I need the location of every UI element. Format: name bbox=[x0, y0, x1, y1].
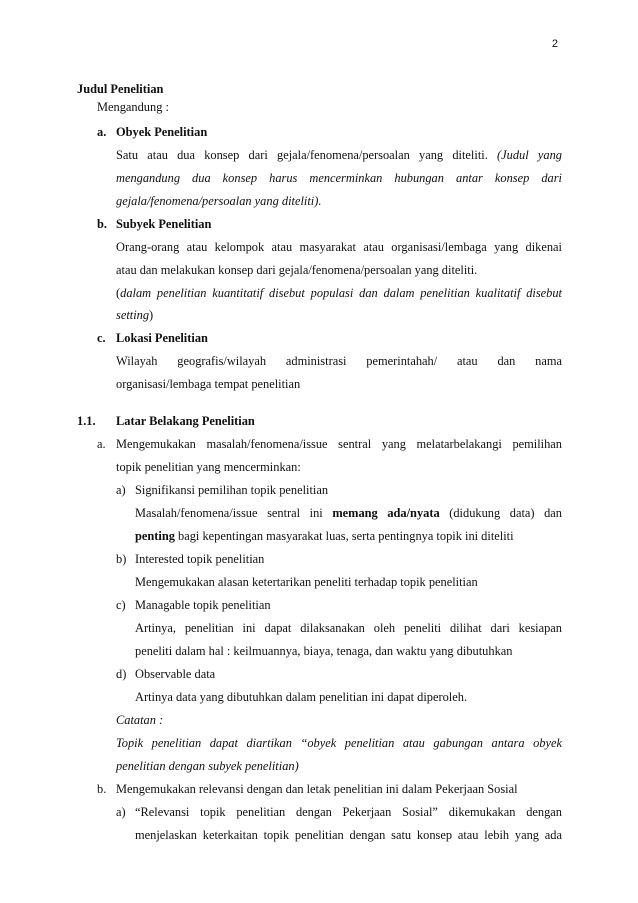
latar-b-marker: b. bbox=[97, 782, 107, 796]
lokasi-title: Lokasi Penelitian bbox=[116, 331, 208, 345]
lokasi-marker: c. bbox=[97, 331, 106, 345]
latar-b-sub-line-1: “Relevansi topik penelitian dengan Pekerjaan Sosial” dikemukakan dengan bbox=[135, 805, 562, 819]
lokasi-line-2: organisasi/lembaga tempat penelitian bbox=[116, 377, 301, 391]
page-number: 2 bbox=[551, 38, 558, 50]
catatan-line-2: penelitian dengan subyek penelitian) bbox=[116, 759, 299, 773]
obyek-line-1: Satu atau dua konsep dari gejala/fenomena/persoalan yang diteliti. (Judul yang bbox=[116, 148, 562, 162]
sub-c-desc-2: peneliti dalam hal : keilmuannya, biaya, tenaga, dan waktu yang dibutuhkan bbox=[135, 644, 513, 658]
subyek-line-4: setting) bbox=[116, 308, 154, 322]
latar-heading: Latar Belakang Penelitian bbox=[116, 414, 255, 428]
sub-d-desc: Artinya data yang dibutuhkan dalam penelitian ini dapat diperoleh. bbox=[135, 690, 468, 704]
sub-d-title: Observable data bbox=[135, 667, 216, 681]
latar-a-line-1: Mengemukakan masalah/fenomena/issue sentral yang melatarbelakangi pemilihan bbox=[116, 437, 562, 451]
latar-b-line: Mengemukakan relevansi dengan dan letak penelitian ini dalam Pekerjaan Sosial bbox=[116, 782, 518, 796]
sub-a-desc-1: Masalah/fenomena/issue sentral ini memang ada/nyata (didukung data) dan bbox=[135, 506, 562, 520]
latar-a-marker: a. bbox=[97, 437, 106, 451]
subyek-title: Subyek Penelitian bbox=[116, 217, 212, 231]
sub-d-marker: d) bbox=[116, 667, 127, 681]
subyek-line-3: (dalam penelitian kuantitatif disebut populasi dan dalam penelitian kualitatif disebut bbox=[116, 286, 562, 300]
subyek-marker: b. bbox=[97, 217, 107, 231]
latar-b-sub-line-2: menjelaskan keterkaitan topik penelitian dengan satu konsep atau lebih yang ada bbox=[135, 828, 562, 842]
latar-number: 1.1. bbox=[77, 414, 96, 428]
catatan-line-1: Topik penelitian dapat diartikan “obyek penelitian atau gabungan antara obyek bbox=[116, 736, 562, 750]
sub-a-title: Signifikansi pemilihan topik penelitian bbox=[135, 483, 329, 497]
obyek-marker: a. bbox=[97, 125, 107, 139]
sub-c-marker: c) bbox=[116, 598, 126, 612]
lokasi-line-1: Wilayah geografis/wilayah administrasi pemerintahah/ atau dan nama bbox=[116, 354, 562, 368]
subyek-line-1: Orang-orang atau kelompok atau masyarakat atau organisasi/lembaga yang dikenai bbox=[116, 240, 562, 254]
latar-b-sub-marker: a) bbox=[116, 805, 126, 819]
sub-c-desc-1: Artinya, penelitian ini dapat dilaksanakan oleh peneliti dilihat dari kesiapan bbox=[135, 621, 562, 635]
obyek-line-3: gejala/fenomena/persoalan yang diteliti). bbox=[116, 194, 322, 208]
obyek-title: Obyek Penelitian bbox=[116, 125, 208, 139]
latar-a-line-2: topik penelitian yang mencerminkan: bbox=[116, 460, 301, 474]
sub-b-desc: Mengemukakan alasan ketertarikan peneliti terhadap topik penelitian bbox=[135, 575, 478, 589]
obyek-line-2: mengandung dua konsep harus mencerminkan hubungan antar konsep dari bbox=[116, 171, 562, 185]
subyek-line-2: atau dan melakukan konsep dari gejala/fenomena/persoalan yang diteliti. bbox=[116, 263, 478, 277]
judul-heading: Judul Penelitian bbox=[77, 82, 164, 96]
sub-b-marker: b) bbox=[116, 552, 127, 566]
sub-b-title: Interested topik penelitian bbox=[135, 552, 265, 566]
sub-c-title: Managable topik penelitian bbox=[135, 598, 271, 612]
judul-intro: Mengandung : bbox=[97, 100, 169, 114]
catatan-label: Catatan : bbox=[116, 713, 164, 727]
sub-a-desc-2: penting bagi kepentingan masyarakat luas, serta pentingnya topik ini diteliti bbox=[135, 529, 514, 543]
sub-a-marker: a) bbox=[116, 483, 126, 497]
